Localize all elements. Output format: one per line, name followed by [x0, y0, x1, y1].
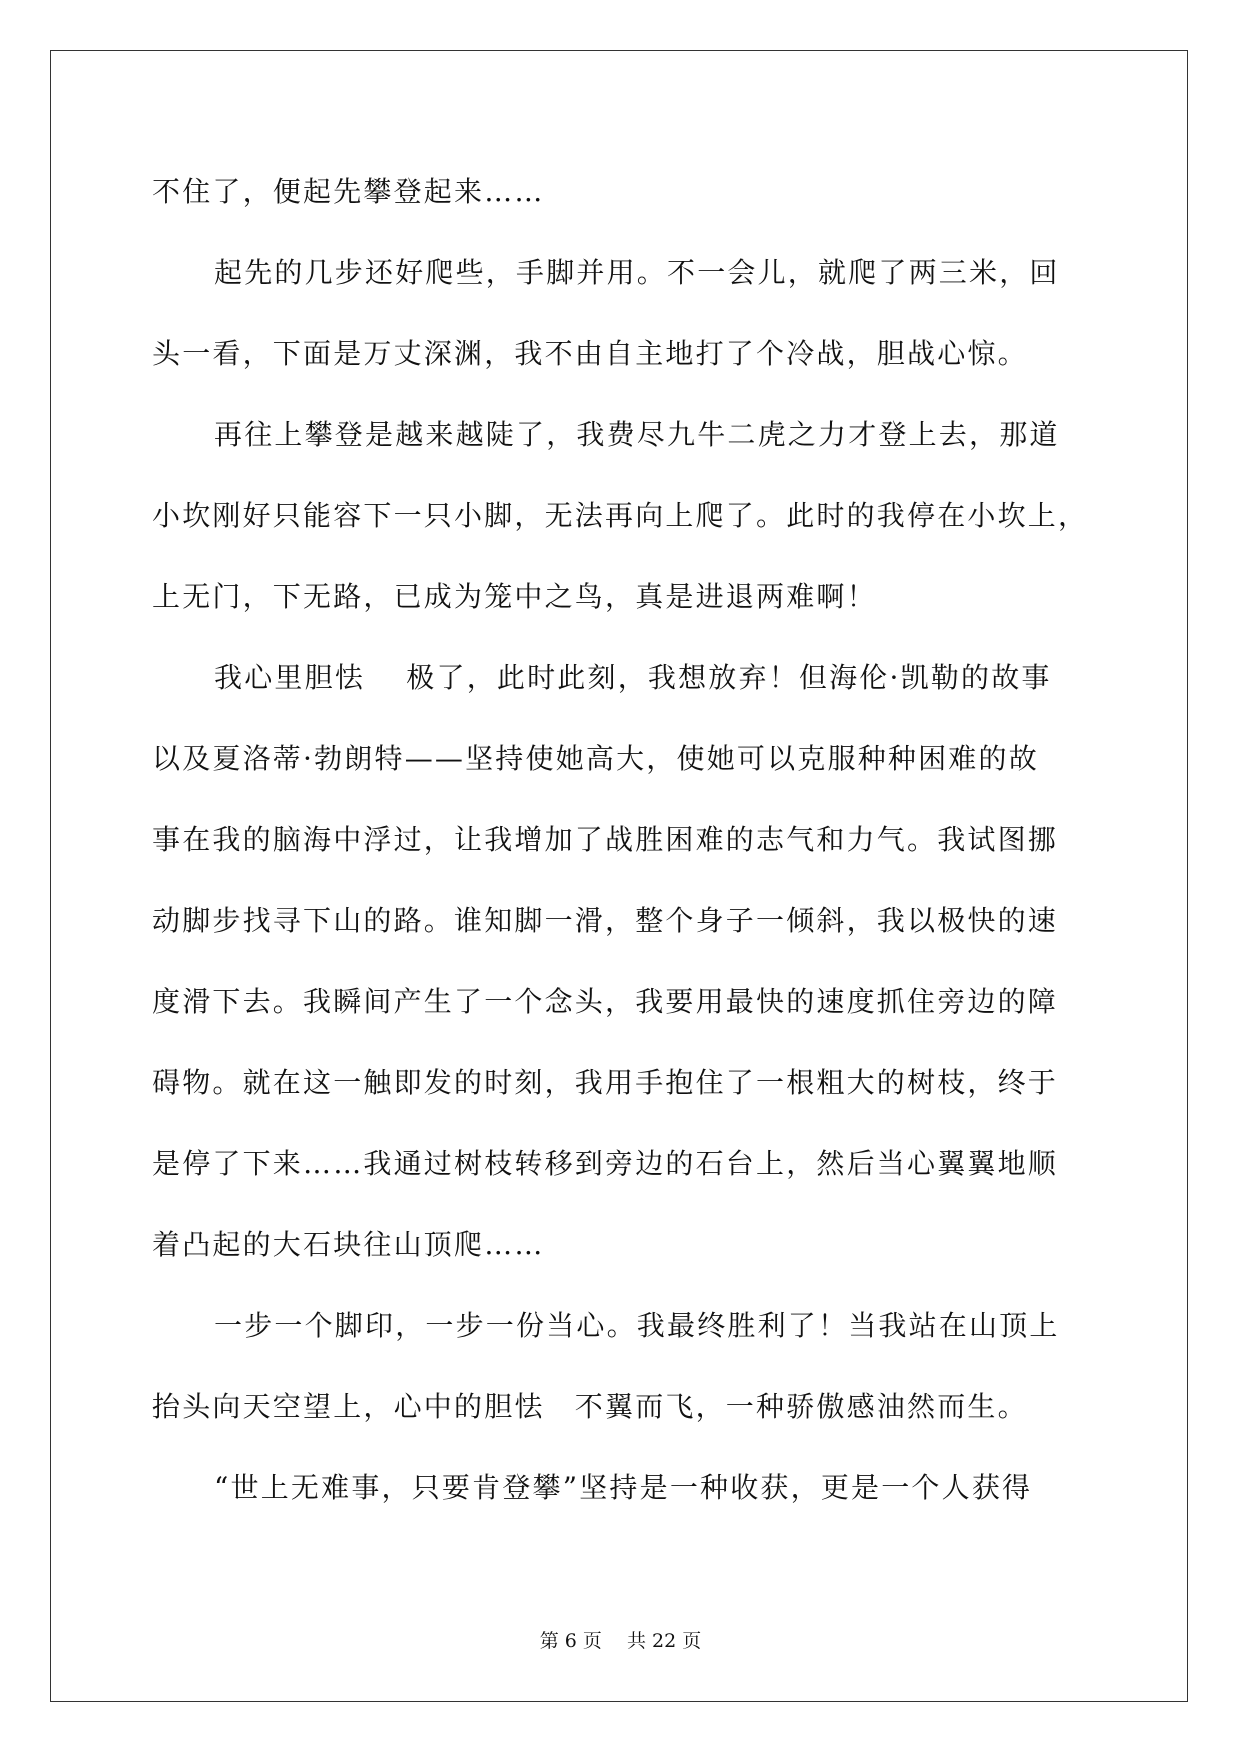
document-body	[152, 162, 1092, 1539]
text-line: 我心里胆怯 极了，此时此刻，我想放弃！但海伦·凯勒的故事	[214, 661, 1052, 694]
page-number: 第 6 页 共 22 页	[539, 1630, 702, 1652]
text-line: 一步一个脚印，一步一份当心。我最终胜利了！当我站在山顶上	[214, 1309, 1060, 1342]
text-line: 动脚步找寻下山的路。谁知脚一滑，整个身子一倾斜，我以极快的速	[152, 904, 1059, 937]
text-line: 抬头向天空望上，心中的胆怯 不翼而飞，一种骄傲感油然而生。	[152, 1390, 1028, 1423]
text-line: 碍物。就在这一触即发的时刻，我用手抱住了一根粗大的树枝，终于	[152, 1066, 1059, 1099]
text-line: 上无门，下无路，已成为笼中之鸟，真是进退两难啊！	[152, 580, 877, 613]
text-line: 不住了，便起先攀登起来……	[152, 175, 545, 208]
text-line: 头一看，下面是万丈深渊，我不由自主地打了个冷战，胆战心惊。	[152, 337, 1028, 370]
text-line: 着凸起的大石块往山顶爬……	[152, 1228, 545, 1261]
text-line: 度滑下去。我瞬间产生了一个念头，我要用最快的速度抓住旁边的障	[152, 985, 1059, 1018]
text-line: 再往上攀登是越来越陡了，我费尽九牛二虎之力才登上去，那道	[214, 418, 1060, 451]
text-line: 起先的几步还好爬些，手脚并用。不一会儿，就爬了两三米，回	[214, 256, 1060, 289]
text-line: 以及夏洛蒂·勃朗特——坚持使她高大，使她可以克服种种困难的故	[152, 742, 1039, 775]
text-line: 事在我的脑海中浮过，让我增加了战胜困难的志气和力气。我试图挪	[152, 823, 1059, 856]
text-line: 小坎刚好只能容下一只小脚，无法再向上爬了。此时的我停在小坎上，	[152, 499, 1089, 532]
page-footer	[0, 1626, 1241, 1653]
text-line: “世上无难事，只要肯登攀”坚持是一种收获，更是一个人获得	[214, 1471, 1033, 1504]
text-line: 是停了下来……我通过树枝转移到旁边的石台上，然后当心翼翼地顺	[152, 1147, 1059, 1180]
